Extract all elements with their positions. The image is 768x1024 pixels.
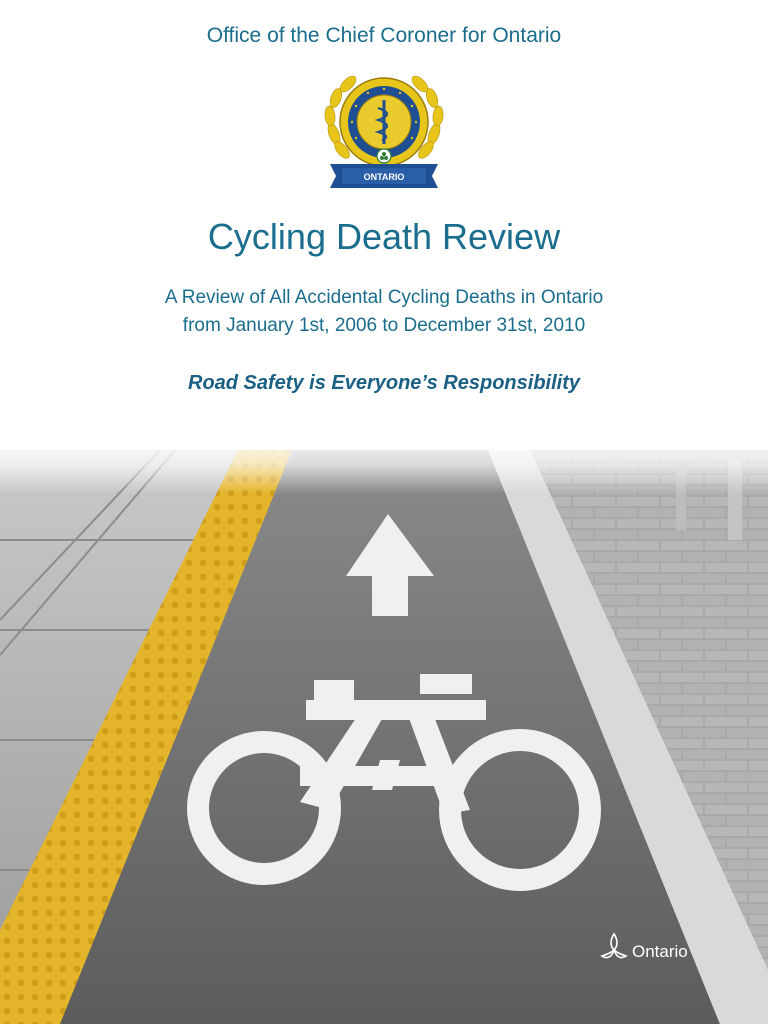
subtitle-line-2: from January 1st, 2006 to December 31st, 2010 bbox=[182, 315, 586, 336]
office-name: Office of the Chief Coroner for Ontario bbox=[206, 24, 562, 47]
badge-banner-text: ONTARIO bbox=[363, 172, 405, 182]
tagline: Road Safety is Everyone’s Responsibility bbox=[188, 372, 580, 394]
report-title: Cycling Death Review bbox=[207, 216, 561, 257]
report-subtitle bbox=[0, 284, 768, 340]
subtitle-line-1: A Review of All Accidental Cycling Deaths in Ontario bbox=[164, 287, 604, 308]
coroner-badge-logo bbox=[320, 64, 448, 196]
ontario-wordmark: Ontario bbox=[632, 942, 688, 961]
trillium-icon bbox=[598, 928, 630, 968]
ontario-logo bbox=[598, 928, 708, 968]
